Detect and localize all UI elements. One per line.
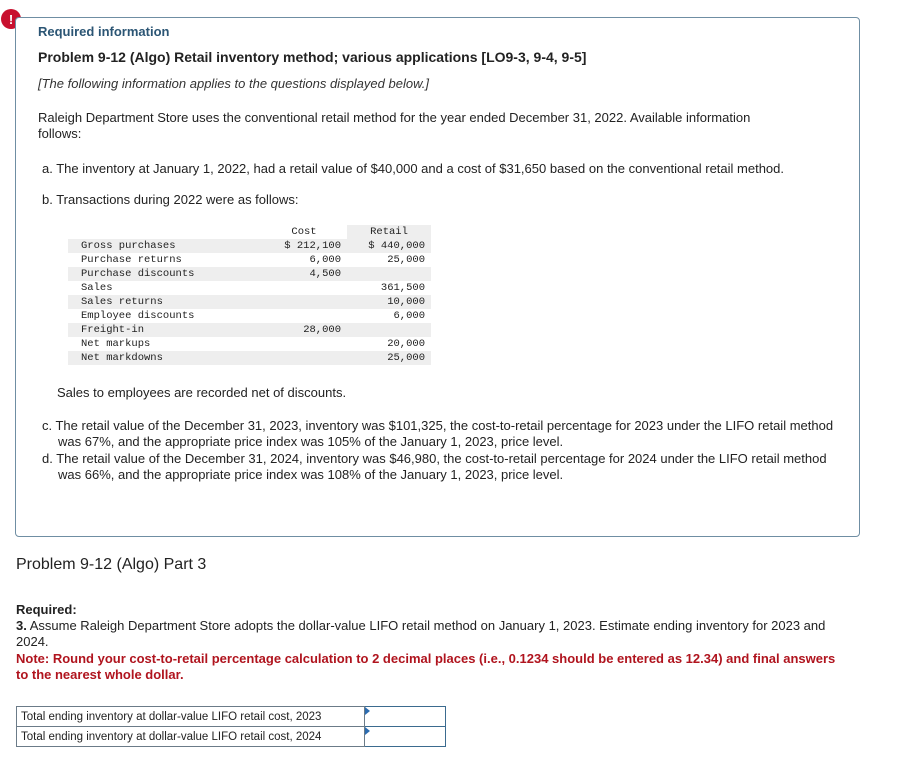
table-row bbox=[68, 337, 431, 351]
row-cost bbox=[261, 281, 347, 295]
ending-inventory-2024-input[interactable] bbox=[365, 727, 445, 746]
sales-note: Sales to employees are recorded net of discounts. bbox=[57, 385, 347, 400]
row-label: Net markdowns bbox=[68, 351, 261, 365]
row-label: Freight-in bbox=[68, 323, 261, 337]
intro-paragraph: Raleigh Department Store uses the conventional retail method for the year ended December 31, 2022. Available information follows: bbox=[38, 110, 751, 141]
row-retail: 20,000 bbox=[387, 338, 425, 350]
row-label: Sales returns bbox=[68, 295, 261, 309]
answer-cell bbox=[365, 727, 446, 747]
required-label: Required: bbox=[16, 602, 77, 617]
row-cost: $ 212,100 bbox=[261, 239, 347, 253]
ending-inventory-2023-input[interactable] bbox=[365, 707, 445, 726]
table-row bbox=[68, 323, 431, 337]
applies-note: [The following information applies to the questions displayed below.] bbox=[38, 76, 429, 91]
row-label: Purchase returns bbox=[81, 254, 182, 266]
row-retail: 25,000 bbox=[387, 254, 425, 266]
table-row bbox=[68, 281, 431, 295]
answer-label: Total ending inventory at dollar-value LIFO retail cost, 2024 bbox=[17, 727, 365, 747]
row-cost: 4,500 bbox=[261, 267, 347, 281]
transactions-header-row bbox=[68, 225, 431, 239]
note-label: Note: bbox=[16, 651, 50, 666]
row-label: Purchase discounts bbox=[68, 267, 261, 281]
item-b: b. Transactions during 2022 were as follows: bbox=[42, 192, 299, 207]
item-a: a. The inventory at January 1, 2022, had a retail value of $40,000 and a cost of $31,650 based on the conventional retail method. bbox=[42, 161, 784, 176]
item-d: d. The retail value of the December 31, 2024, inventory was $46,980, the cost-to-retail percentage for 2024 under the LIFO retail method was 66%, and the appropriate price index was 108% of the January 1, 2023, price level. bbox=[42, 451, 827, 482]
row-retail bbox=[347, 267, 431, 281]
header-retail: Retail bbox=[347, 225, 431, 239]
row-retail: 6,000 bbox=[393, 310, 425, 322]
problem-title: Problem 9-12 (Algo) Retail inventory method; various applications [LO9-3, 9-4, 9-5] bbox=[38, 49, 587, 65]
alert-icon: ! bbox=[1, 9, 21, 29]
input-marker-icon bbox=[365, 707, 370, 715]
row-retail: 361,500 bbox=[380, 282, 425, 294]
row-cost bbox=[261, 309, 347, 323]
answer-table bbox=[16, 706, 446, 747]
row-label: Gross purchases bbox=[68, 239, 261, 253]
row-cost: 6,000 bbox=[309, 254, 341, 266]
table-row bbox=[68, 295, 431, 309]
item-c: c. The retail value of the December 31, 2023, inventory was $101,325, the cost-to-retail percentage for 2023 under the LIFO retail method was 67%, and the appropriate price index was 105% of the January 1, 2023, price level. bbox=[42, 418, 834, 449]
table-row bbox=[68, 239, 431, 253]
row-retail: 25,000 bbox=[347, 351, 431, 365]
row-retail: $ 440,000 bbox=[347, 239, 431, 253]
row-cost bbox=[261, 351, 347, 365]
table-row bbox=[68, 309, 431, 323]
header-spacer bbox=[68, 225, 261, 239]
answer-row bbox=[17, 707, 446, 727]
note-body: Round your cost-to-retail percentage calculation to 2 decimal places (i.e., 0.1234 should be entered as 12.34) and final answers to the nearest whole dollar. bbox=[16, 651, 836, 682]
input-marker-icon bbox=[365, 727, 370, 735]
required-number: 3. bbox=[16, 618, 27, 633]
row-cost bbox=[261, 295, 347, 309]
row-retail bbox=[347, 323, 431, 337]
answer-cell bbox=[365, 707, 446, 727]
header-cost: Cost bbox=[291, 226, 317, 238]
required-body: Assume Raleigh Department Store adopts the dollar-value LIFO retail method on January 1, 2023. Estimate ending inventory for 2023 and 2024. bbox=[16, 618, 826, 649]
answer-row bbox=[17, 727, 446, 747]
row-label: Employee discounts bbox=[81, 310, 195, 322]
table-row bbox=[68, 351, 431, 365]
row-retail: 10,000 bbox=[347, 295, 431, 309]
part-title: Problem 9-12 (Algo) Part 3 bbox=[16, 556, 207, 573]
row-cost bbox=[261, 337, 347, 351]
answer-label: Total ending inventory at dollar-value LIFO retail cost, 2023 bbox=[17, 707, 365, 727]
row-label: Sales bbox=[81, 282, 113, 294]
row-cost: 28,000 bbox=[261, 323, 347, 337]
table-row bbox=[68, 267, 431, 281]
required-text bbox=[16, 618, 846, 650]
required-information-heading: Required information bbox=[38, 24, 170, 39]
row-label: Net markups bbox=[81, 338, 151, 350]
transactions-table bbox=[68, 225, 431, 365]
table-row bbox=[68, 253, 431, 267]
rounding-note bbox=[16, 651, 846, 683]
